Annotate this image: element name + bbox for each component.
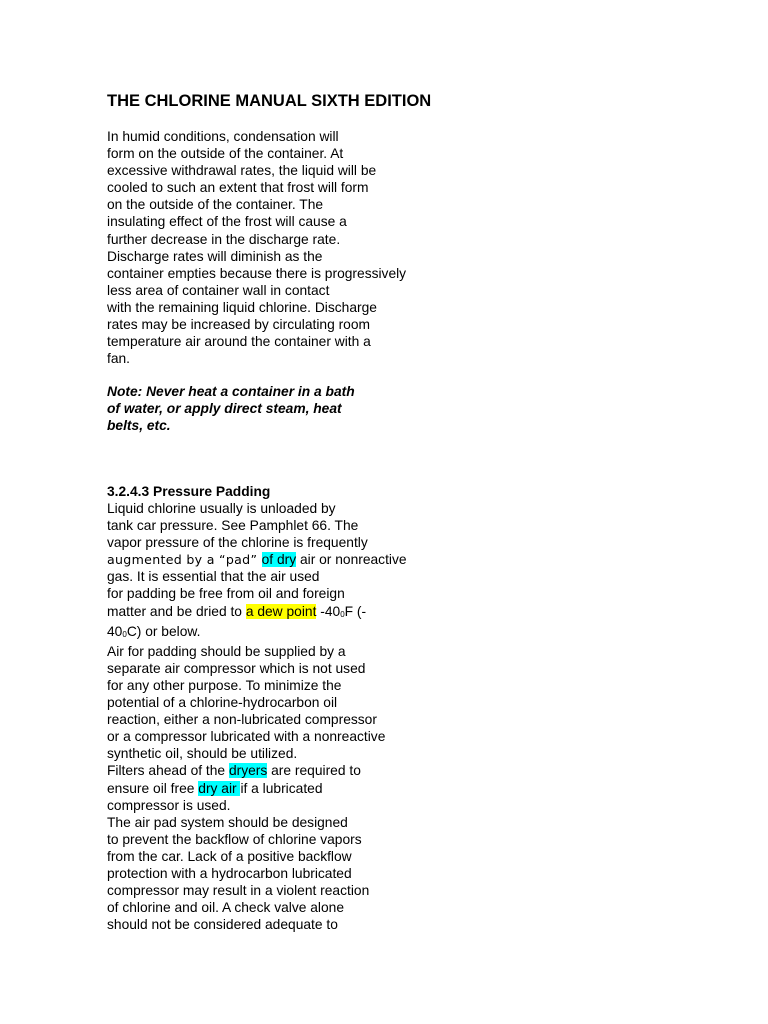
highlight-dew-point: a dew point	[245, 603, 317, 619]
text-line	[107, 551, 407, 568]
text-line: temperature air around the container with a	[107, 334, 371, 350]
text-line: Discharge rates will diminish as the	[107, 248, 323, 264]
text-fragment: F (-	[344, 603, 367, 619]
document-page	[107, 0, 667, 1024]
text-line: with the remaining liquid chlorine. Discharge	[107, 299, 377, 315]
text-line: for padding be free from oil and foreign	[107, 586, 345, 602]
text-fragment: augmented by a “pad”	[107, 552, 262, 568]
text-line: tank car pressure. See Pamphlet 66. The	[107, 518, 359, 534]
text-line: compressor is used.	[107, 797, 231, 813]
text-line	[107, 762, 407, 779]
text-fragment: 40	[107, 623, 123, 639]
text-line: protection with a hydrocarbon lubricated	[107, 865, 352, 881]
text-line: for any other purpose. To minimize the	[107, 677, 342, 693]
text-fragment: are required to	[267, 763, 361, 779]
text-fragment: ensure oil free	[107, 780, 199, 796]
text-line: separate air compressor which is not used	[107, 660, 366, 676]
subscript-zero: 0	[340, 609, 345, 619]
document-title: THE CHLORINE MANUAL SIXTH EDITION	[107, 92, 432, 110]
text-line: Air for padding should be supplied by a	[107, 643, 346, 659]
text-fragment: air or nonreactive	[296, 552, 407, 568]
note-line: belts, etc.	[107, 418, 171, 434]
text-line: Liquid chlorine usually is unloaded by	[107, 501, 336, 516]
text-line: of chlorine and oil. A check valve alone	[107, 900, 344, 916]
text-fragment: Filters ahead of the	[107, 763, 229, 779]
text-line: rates may be increased by circulating room	[107, 317, 371, 333]
section-heading: 3.2.4.3 Pressure Padding	[107, 484, 271, 499]
highlight-dryers: dryers	[228, 763, 268, 779]
text-line: should not be considered adequate to	[107, 917, 338, 933]
text-line: on the outside of the container. The	[107, 197, 324, 213]
note-line: of water, or apply direct steam, heat	[107, 401, 342, 417]
text-line: further decrease in the discharge rate.	[107, 231, 341, 247]
text-line: container empties because there is progressively	[107, 265, 407, 281]
text-line: compressor may result in a violent reaction	[107, 883, 370, 899]
text-line	[107, 603, 407, 623]
highlight-of-dry: of dry	[261, 552, 297, 568]
text-line: reaction, either a non-lubricated compressor	[107, 712, 377, 728]
subscript-zero: 0	[122, 629, 127, 639]
text-fragment: -40	[316, 603, 341, 619]
safety-note	[107, 383, 355, 434]
highlight-dry-air: dry air	[198, 780, 241, 796]
paragraph-condensation	[107, 128, 406, 367]
text-line: to prevent the backflow of chlorine vapors	[107, 831, 362, 847]
text-line: gas. It is essential that the air used	[107, 569, 320, 585]
text-line	[107, 623, 407, 643]
text-line	[107, 780, 407, 797]
text-line: synthetic oil, should be utilized.	[107, 746, 298, 762]
text-line: excessive withdrawal rates, the liquid will be	[107, 163, 377, 179]
text-line: The air pad system should be designed	[107, 814, 348, 830]
note-line: Note: Never heat a container in a bath	[107, 384, 355, 399]
text-fragment: if a lubricated	[240, 780, 323, 796]
text-line: vapor pressure of the chlorine is frequently	[107, 535, 368, 551]
text-line: insulating effect of the frost will cause a	[107, 214, 347, 230]
text-fragment: matter and be dried to	[107, 603, 246, 619]
text-line: less area of container wall in contact	[107, 282, 330, 298]
text-line: from the car. Lack of a positive backflow	[107, 848, 352, 864]
text-line: fan.	[107, 351, 131, 367]
text-line: cooled to such an extent that frost will form	[107, 180, 369, 196]
text-line: potential of a chlorine-hydrocarbon oil	[107, 695, 338, 711]
text-line: In humid conditions, condensation will	[107, 129, 339, 144]
paragraph-pressure-padding	[107, 500, 407, 933]
text-line: form on the outside of the container. At	[107, 146, 344, 162]
text-line: or a compressor lubricated with a nonreactive	[107, 729, 386, 745]
text-fragment: C) or below.	[126, 623, 201, 639]
